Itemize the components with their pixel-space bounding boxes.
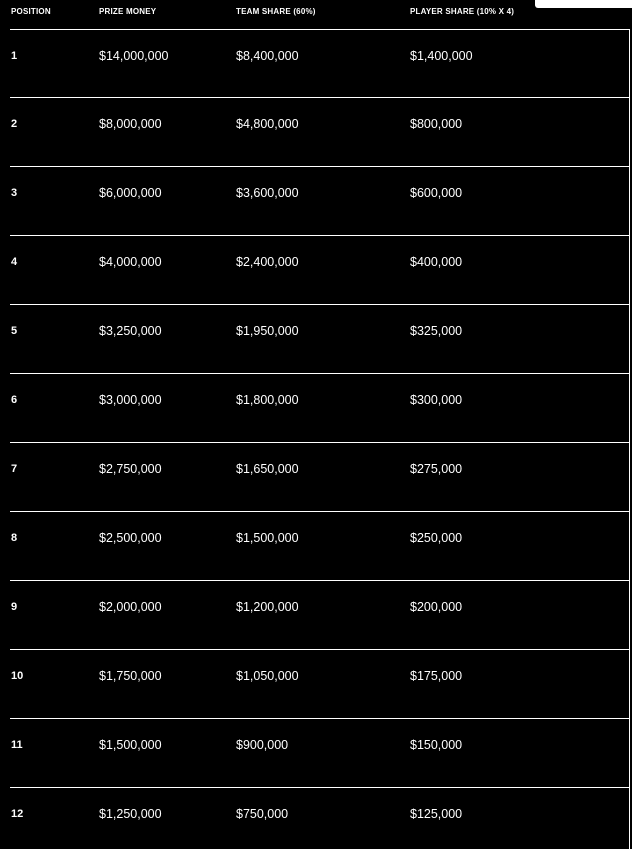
cell-position: 1 [11, 50, 18, 62]
table-row [10, 29, 630, 98]
table-row [10, 443, 630, 512]
table-row [10, 98, 630, 167]
cell-position: 3 [11, 187, 18, 199]
cell-prize-money: $3,250,000 [99, 324, 162, 338]
table-row [10, 236, 630, 305]
cell-prize-money: $1,250,000 [99, 807, 162, 821]
table-row [10, 374, 630, 443]
cell-prize-money: $3,000,000 [99, 393, 162, 407]
cell-position: 5 [11, 325, 18, 337]
header-player-share: PLAYER SHARE (10% X 4) [410, 7, 515, 16]
cell-team-share: $3,600,000 [236, 186, 299, 200]
cell-prize-money: $1,750,000 [99, 669, 162, 683]
cell-player-share: $400,000 [410, 255, 463, 269]
table-row [10, 305, 630, 374]
cell-prize-money: $2,500,000 [99, 531, 162, 545]
cell-team-share: $1,500,000 [236, 531, 299, 545]
cell-player-share: $275,000 [410, 462, 463, 476]
cell-player-share: $250,000 [410, 531, 463, 545]
cell-team-share: $1,950,000 [236, 324, 299, 338]
cell-player-share: $125,000 [410, 807, 463, 821]
cell-player-share: $1,400,000 [410, 49, 473, 63]
cell-team-share: $1,650,000 [236, 462, 299, 476]
cell-team-share: $900,000 [236, 738, 289, 752]
table-row [10, 650, 630, 719]
cell-prize-money: $6,000,000 [99, 186, 162, 200]
header-prize-money: PRIZE MONEY [99, 7, 157, 16]
cell-prize-money: $2,000,000 [99, 600, 162, 614]
cell-prize-money: $14,000,000 [99, 49, 169, 63]
cell-player-share: $150,000 [410, 738, 463, 752]
cell-player-share: $300,000 [410, 393, 463, 407]
cell-prize-money: $2,750,000 [99, 462, 162, 476]
table-row [10, 719, 630, 788]
cell-team-share: $4,800,000 [236, 117, 299, 131]
cell-team-share: $1,200,000 [236, 600, 299, 614]
cell-team-share: $1,800,000 [236, 393, 299, 407]
header-position: POSITION [11, 7, 51, 16]
cell-player-share: $800,000 [410, 117, 463, 131]
cell-position: 6 [11, 394, 18, 406]
header-team-share: TEAM SHARE (60%) [236, 7, 316, 16]
cell-prize-money: $1,500,000 [99, 738, 162, 752]
cell-position: 12 [11, 808, 24, 820]
cell-team-share: $2,400,000 [236, 255, 299, 269]
cell-team-share: $750,000 [236, 807, 289, 821]
table-row [10, 167, 630, 236]
cell-position: 9 [11, 601, 18, 613]
cell-team-share: $8,400,000 [236, 49, 299, 63]
cell-position: 8 [11, 532, 18, 544]
cell-position: 10 [11, 670, 24, 682]
cell-position: 4 [11, 256, 18, 268]
table-header [0, 0, 632, 24]
table-row [10, 581, 630, 650]
table-row [10, 788, 630, 849]
cell-prize-money: $4,000,000 [99, 255, 162, 269]
cell-prize-money: $8,000,000 [99, 117, 162, 131]
prize-table [10, 29, 630, 849]
cell-player-share: $325,000 [410, 324, 463, 338]
cell-team-share: $1,050,000 [236, 669, 299, 683]
cell-player-share: $600,000 [410, 186, 463, 200]
cell-player-share: $175,000 [410, 669, 463, 683]
cell-position: 7 [11, 463, 18, 475]
cell-player-share: $200,000 [410, 600, 463, 614]
table-row [10, 512, 630, 581]
cell-position: 2 [11, 118, 18, 130]
cell-position: 11 [11, 739, 23, 751]
